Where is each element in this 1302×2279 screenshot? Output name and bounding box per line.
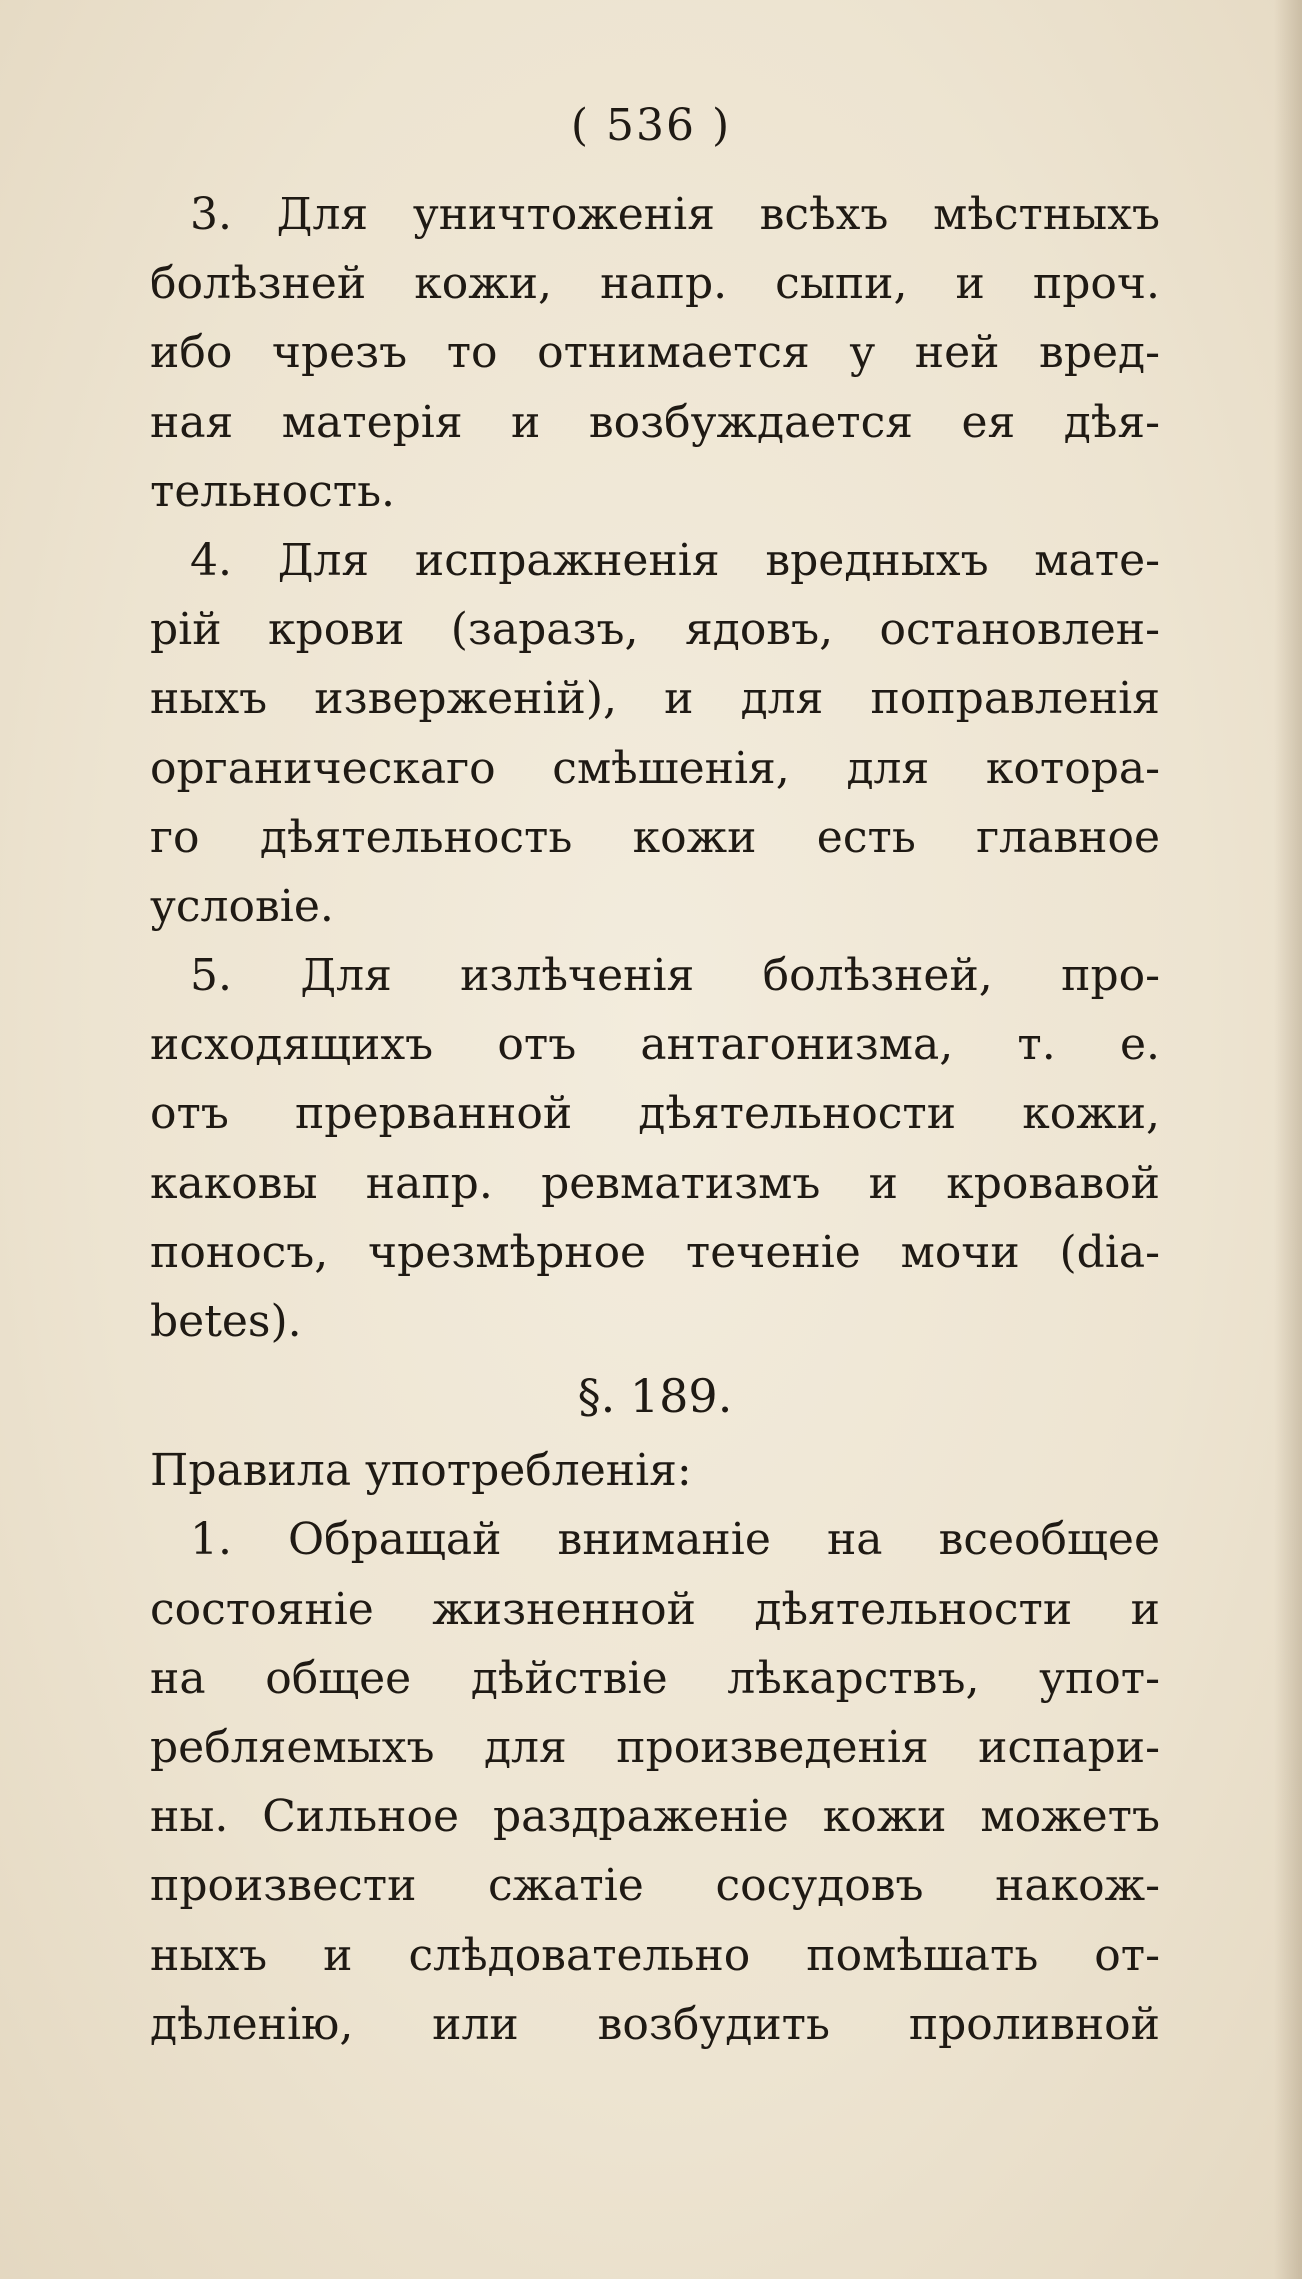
text-line: рій крови (заразъ, ядовъ, остановлен- bbox=[150, 604, 1160, 656]
text-line: отъ прерванной дѣятельности кожи, bbox=[150, 1088, 1160, 1140]
text-line: 1. Обращай вниманіе на всеобщее bbox=[190, 1514, 1160, 1566]
text-line: органическаго смѣшенія, для котора- bbox=[150, 742, 1160, 794]
text-line: 4. Для испражненія вредныхъ мате- bbox=[190, 534, 1160, 586]
text-line: условіе. bbox=[150, 880, 334, 932]
text-line: тельность. bbox=[150, 465, 396, 517]
text-line: на общее дѣйствіе лѣкарствъ, упот- bbox=[150, 1652, 1160, 1704]
text-line: ныхъ изверженій), и для поправленія bbox=[150, 673, 1160, 725]
page-number: ( 536 ) bbox=[570, 100, 732, 151]
text-line: болѣзней кожи, напр. сыпи, и проч. bbox=[150, 258, 1160, 310]
text-line: 5. Для излѣченія болѣзней, про- bbox=[190, 950, 1160, 1002]
text-line: исходящихъ отъ антагонизма, т. е. bbox=[150, 1019, 1160, 1071]
text-line: поносъ, чрезмѣрное теченіе мочи (dia- bbox=[150, 1226, 1160, 1278]
body-text bbox=[150, 180, 1160, 2059]
text-line: betes). bbox=[150, 1296, 302, 1347]
text-line: Правила употребленія: bbox=[150, 1445, 692, 1497]
text-line: дѣленію, или возбудить проливной bbox=[150, 1998, 1160, 2050]
text-line: ная матерія и возбуждается ея дѣя- bbox=[150, 396, 1160, 448]
text-line: ребляемыхъ для произведенія испари- bbox=[150, 1721, 1160, 1773]
section-heading: §. 189. bbox=[577, 1369, 733, 1424]
text-line: 3. Для уничтоженія всѣхъ мѣстныхъ bbox=[190, 189, 1160, 240]
text-line: произвести сжатіе сосудовъ накож- bbox=[150, 1860, 1160, 1912]
text-line: ибо чрезъ то отнимается у ней вред- bbox=[150, 327, 1160, 379]
text-line: ны. Сильное раздраженіе кожи можетъ bbox=[150, 1791, 1160, 1843]
text-line: го дѣятельность кожи есть главное bbox=[150, 811, 1160, 863]
text-line: состояніе жизненной дѣятельности и bbox=[150, 1583, 1160, 1635]
text-line: ныхъ и слѣдовательно помѣшать от- bbox=[150, 1929, 1160, 1981]
text-line: каковы напр. ревматизмъ и кровавой bbox=[150, 1157, 1160, 1209]
page-edge-shadow bbox=[1274, 0, 1302, 2279]
